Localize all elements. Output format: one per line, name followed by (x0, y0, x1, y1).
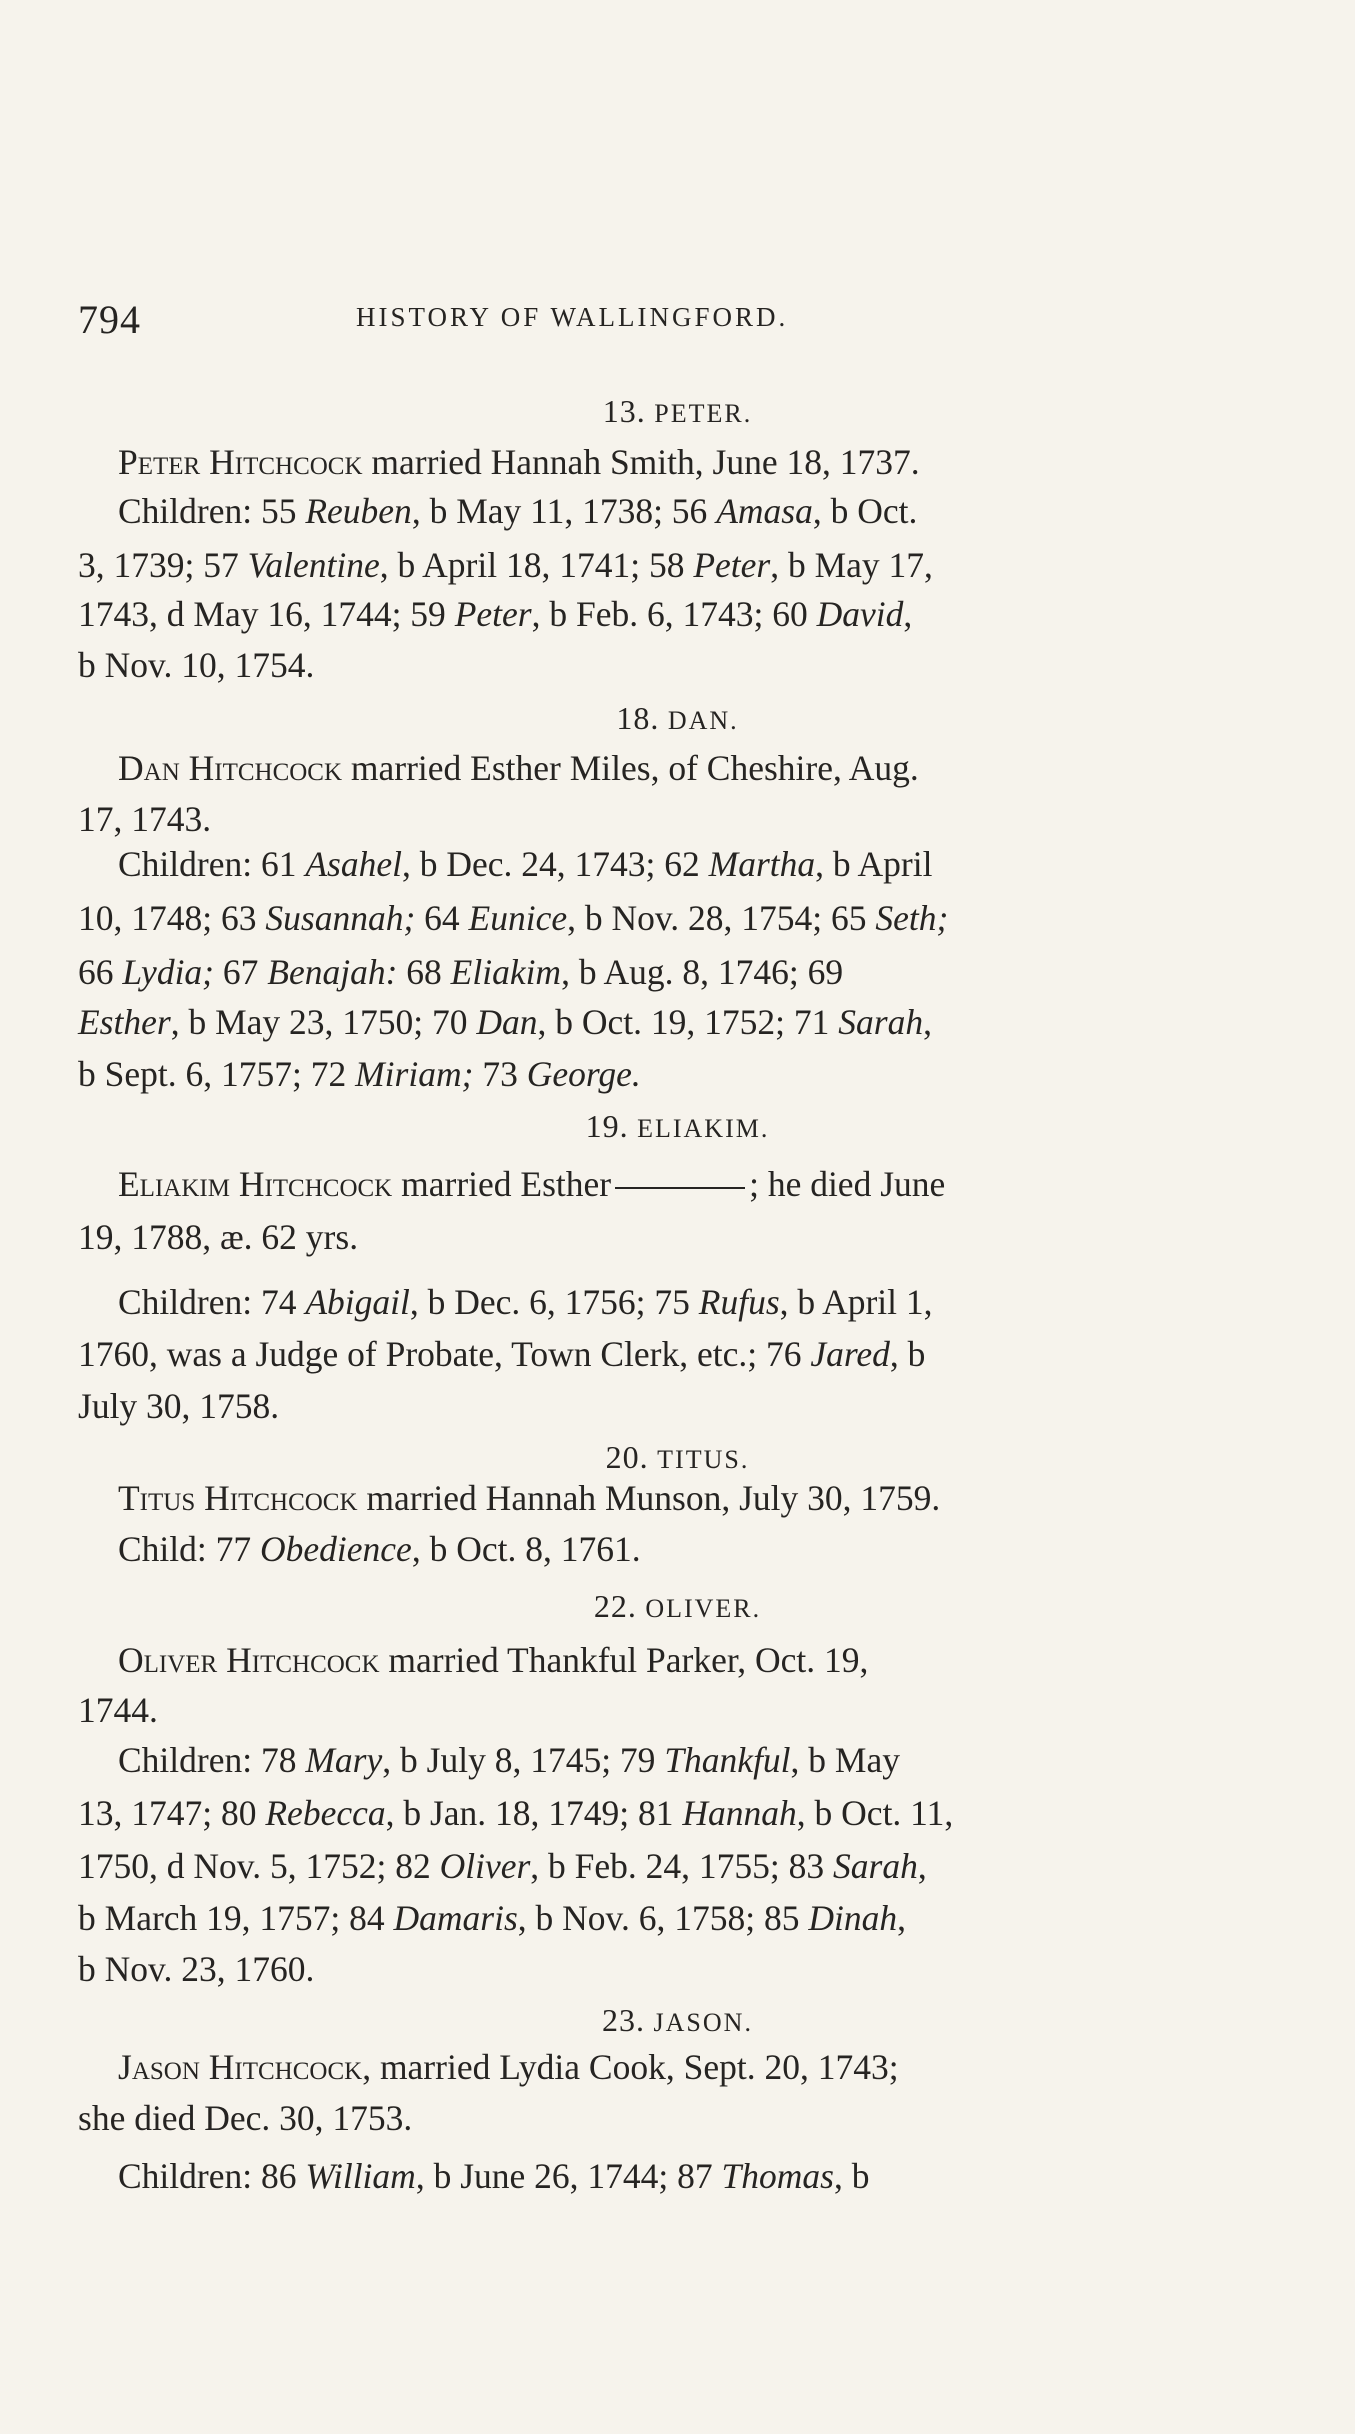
entry-line: Children: 86 William, b June 26, 1744; 87 Thomas, b (118, 2156, 870, 2196)
entry-line: Children: 61 Asahel, b Dec. 24, 1743; 62 Martha, b April (118, 844, 933, 884)
person-name: Dan Hitchcock (118, 748, 343, 788)
entry-line: July 30, 1758. (78, 1386, 280, 1426)
section-number: 13 (602, 393, 637, 429)
section-number: 18 (616, 700, 651, 736)
entry-line: 1750, d Nov. 5, 1752; 82 Oliver, b Feb. 24, 1755; 83 Sarah, (78, 1846, 927, 1886)
section-title: PETER. (654, 399, 753, 428)
entry-line: 3, 1739; 57 Valentine, b April 18, 1741; 58 Peter, b May 17, (78, 545, 933, 585)
section-heading-dan: 18. DAN. (616, 700, 739, 736)
entry-line: 66 Lydia; 67 Benajah: 68 Eliakim, b Aug. 8, 1746; 69 (78, 952, 844, 992)
entry-line: Jason Hitchcock, married Lydia Cook, Sept. 20, 1743; (118, 2047, 899, 2087)
section-title: DAN. (667, 706, 739, 735)
entry-line: b Sept. 6, 1757; 72 Miriam; 73 George. (78, 1054, 641, 1094)
section-heading-titus: 20. TITUS. (605, 1439, 750, 1475)
person-name: Jason Hitchcock (118, 2047, 363, 2087)
section-heading-peter: 13. PETER. (602, 393, 753, 429)
section-number: 20 (605, 1439, 640, 1475)
section-number: 19 (585, 1108, 620, 1144)
entry-line: Oliver Hitchcock married Thankful Parker, Oct. 19, (118, 1640, 869, 1680)
section-number: 23 (602, 2002, 637, 2038)
person-name: Eliakim Hitchcock (118, 1164, 393, 1204)
running-title: HISTORY OF WALLINGFORD. (356, 302, 789, 332)
section-number: 22 (593, 1588, 628, 1624)
entry-line: 1744. (78, 1690, 158, 1730)
entry-line: Peter Hitchcock married Hannah Smith, June 18, 1737. (118, 442, 920, 482)
section-heading-jason: 23. JASON. (602, 2002, 753, 2038)
entry-line: Dan Hitchcock married Esther Miles, of Cheshire, Aug. (118, 748, 919, 788)
entry-line: 17, 1743. (78, 799, 212, 839)
entry-line: Titus Hitchcock married Hannah Munson, July 30, 1759. (118, 1478, 941, 1518)
entry-line: 1743, d May 16, 1744; 59 Peter, b Feb. 6, 1743; 60 David, (78, 594, 913, 634)
entry-line: b Nov. 10, 1754. (78, 645, 315, 685)
page-header (78, 296, 1178, 346)
person-name: Oliver Hitchcock (118, 1640, 380, 1680)
section-title: TITUS. (657, 1445, 750, 1474)
section-title: OLIVER. (645, 1594, 762, 1623)
blank-dash (615, 1187, 745, 1189)
person-name: Peter Hitchcock (118, 442, 363, 482)
section-heading-eliakim: 19. ELIAKIM. (585, 1108, 770, 1144)
page-number: 794 (78, 297, 141, 342)
entry-line: 1760, was a Judge of Probate, Town Clerk, etc.; 76 Jared, b (78, 1334, 926, 1374)
person-name: Titus Hitchcock (118, 1478, 358, 1518)
entry-line: she died Dec. 30, 1753. (78, 2098, 413, 2138)
section-title: JASON. (653, 2008, 753, 2037)
entry-line: Children: 55 Reuben, b May 11, 1738; 56 Amasa, b Oct. (118, 491, 918, 531)
section-title: ELIAKIM. (637, 1114, 770, 1143)
entry-line: Children: 78 Mary, b July 8, 1745; 79 Thankful, b May (118, 1740, 900, 1780)
entry-line: 13, 1747; 80 Rebecca, b Jan. 18, 1749; 81 Hannah, b Oct. 11, (78, 1793, 954, 1833)
section-heading-oliver: 22. OLIVER. (593, 1588, 762, 1624)
entry-line: Child: 77 Obedience, b Oct. 8, 1761. (118, 1529, 641, 1569)
entry-line: Children: 74 Abigail, b Dec. 6, 1756; 75 Rufus, b April 1, (118, 1282, 933, 1322)
entry-line: Esther, b May 23, 1750; 70 Dan, b Oct. 19, 1752; 71 Sarah, (78, 1002, 932, 1042)
entry-line: Eliakim Hitchcock married Esther ; he died June (118, 1164, 946, 1204)
entry-line: b Nov. 23, 1760. (78, 1949, 315, 1989)
entry-line: 10, 1748; 63 Susannah; 64 Eunice, b Nov. 28, 1754; 65 Seth; (78, 898, 949, 938)
entry-line: 19, 1788, æ. 62 yrs. (78, 1217, 359, 1257)
entry-line: b March 19, 1757; 84 Damaris, b Nov. 6, 1758; 85 Dinah, (78, 1898, 906, 1938)
